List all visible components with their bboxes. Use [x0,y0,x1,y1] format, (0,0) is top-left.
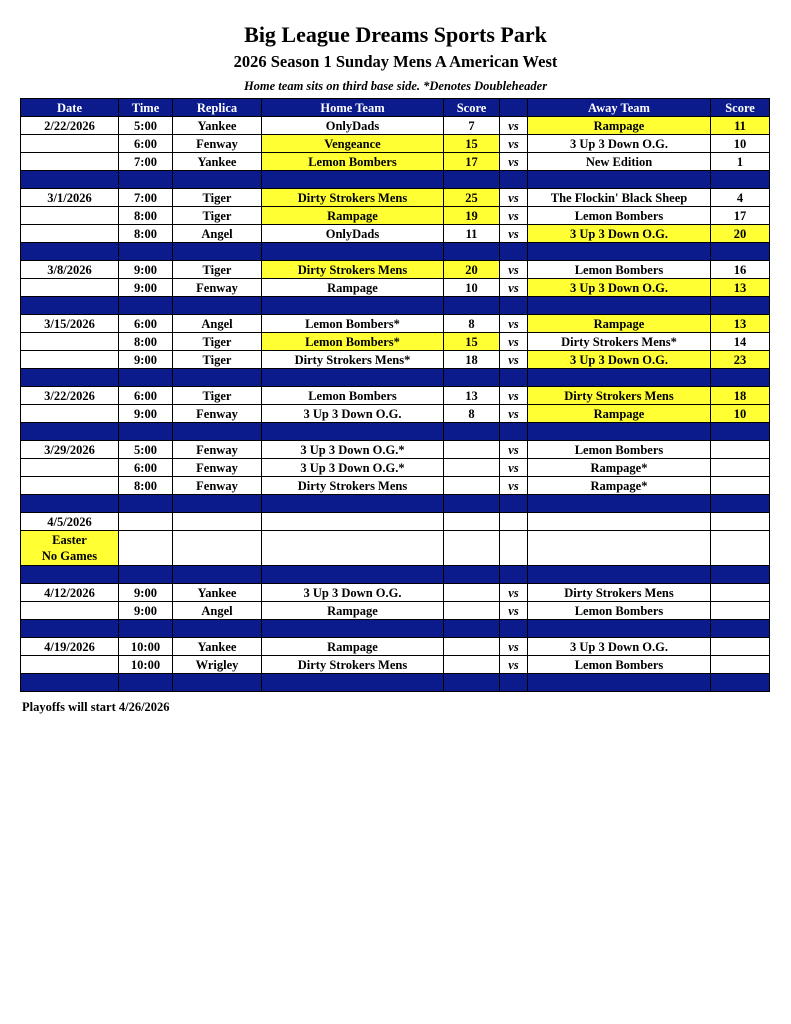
game-date [21,333,119,351]
week-separator [21,495,770,513]
separator-cell [262,297,444,315]
vs-label: vs [500,333,528,351]
week-separator [21,423,770,441]
holiday-note [21,531,119,566]
separator-cell [711,566,770,584]
game-replica: Angel [173,315,262,333]
vs-label: vs [500,315,528,333]
separator-cell [119,243,173,261]
game-date: 4/19/2026 [21,638,119,656]
game-replica: Tiger [173,261,262,279]
separator-cell [528,171,711,189]
away-team: New Edition [528,153,711,171]
away-team: 3 Up 3 Down O.G. [528,135,711,153]
home-score: 15 [444,135,500,153]
away-score [711,584,770,602]
week-separator [21,243,770,261]
game-date [21,207,119,225]
game-date [21,602,119,620]
game-time: 5:00 [119,117,173,135]
game-row [21,351,770,369]
separator-cell [173,171,262,189]
home-team: Rampage [262,279,444,297]
empty-cell [711,531,770,566]
away-team: 3 Up 3 Down O.G. [528,638,711,656]
away-team: 3 Up 3 Down O.G. [528,225,711,243]
game-date [21,459,119,477]
away-score [711,477,770,495]
home-team: Vengeance [262,135,444,153]
game-time: 6:00 [119,135,173,153]
away-score: 11 [711,117,770,135]
away-score [711,513,770,531]
home-team [262,513,444,531]
game-row [21,459,770,477]
away-team: The Flockin' Black Sheep [528,189,711,207]
col-header-away-score: Score [711,99,770,117]
separator-cell [711,495,770,513]
vs-label: vs [500,351,528,369]
game-row [21,656,770,674]
home-score: 25 [444,189,500,207]
game-replica: Tiger [173,333,262,351]
separator-cell [119,674,173,692]
game-date [21,225,119,243]
separator-cell [500,171,528,189]
away-team: Lemon Bombers [528,261,711,279]
separator-cell [444,369,500,387]
game-time: 5:00 [119,441,173,459]
game-replica: Tiger [173,351,262,369]
game-replica: Yankee [173,117,262,135]
separator-cell [500,674,528,692]
game-date: 3/15/2026 [21,315,119,333]
empty-cell [528,531,711,566]
col-header-time: Time [119,99,173,117]
separator-cell [711,369,770,387]
separator-cell [173,243,262,261]
col-header-away-team: Away Team [528,99,711,117]
game-time: 9:00 [119,405,173,423]
col-header-home-team: Home Team [262,99,444,117]
separator-cell [500,243,528,261]
home-score: 13 [444,387,500,405]
game-row [21,405,770,423]
away-score: 18 [711,387,770,405]
game-row [21,333,770,351]
away-team: 3 Up 3 Down O.G. [528,351,711,369]
game-replica: Tiger [173,189,262,207]
game-row [21,477,770,495]
schedule-subtitle: 2026 Season 1 Sunday Mens A American West [233,52,558,71]
game-date [21,351,119,369]
separator-cell [21,297,119,315]
vs-label: vs [500,135,528,153]
week-separator [21,674,770,692]
home-team: Rampage [262,207,444,225]
separator-cell [444,620,500,638]
home-score: 11 [444,225,500,243]
separator-cell [444,423,500,441]
vs-label: vs [500,459,528,477]
away-team: Rampage [528,117,711,135]
separator-cell [711,297,770,315]
separator-cell [119,566,173,584]
separator-cell [444,243,500,261]
separator-cell [119,495,173,513]
home-team: OnlyDads [262,225,444,243]
separator-cell [173,620,262,638]
away-score: 13 [711,315,770,333]
game-replica: Angel [173,602,262,620]
col-header-date: Date [21,99,119,117]
col-header-vs [500,99,528,117]
home-score: 8 [444,405,500,423]
separator-cell [173,369,262,387]
separator-cell [500,620,528,638]
away-score: 16 [711,261,770,279]
home-score: 17 [444,153,500,171]
game-time: 7:00 [119,189,173,207]
home-team: Lemon Bombers [262,387,444,405]
game-time: 8:00 [119,225,173,243]
game-time: 6:00 [119,315,173,333]
away-team: Lemon Bombers [528,602,711,620]
game-date: 3/29/2026 [21,441,119,459]
game-date: 3/1/2026 [21,189,119,207]
col-header-home-score: Score [444,99,500,117]
empty-cell [262,531,444,566]
home-team: Rampage [262,602,444,620]
game-row [21,513,770,531]
separator-cell [21,620,119,638]
home-score [444,656,500,674]
home-score: 20 [444,261,500,279]
vs-label: vs [500,441,528,459]
vs-label: vs [500,405,528,423]
game-date [21,405,119,423]
separator-cell [119,620,173,638]
game-replica: Angel [173,225,262,243]
away-team: Lemon Bombers [528,441,711,459]
home-score [444,584,500,602]
away-score [711,656,770,674]
vs-label: vs [500,261,528,279]
home-team: Lemon Bombers* [262,333,444,351]
home-score: 15 [444,333,500,351]
separator-cell [21,423,119,441]
home-score: 18 [444,351,500,369]
game-time: 10:00 [119,638,173,656]
separator-cell [21,495,119,513]
separator-cell [262,566,444,584]
week-separator [21,171,770,189]
week-separator [21,369,770,387]
game-row [21,117,770,135]
home-score: 19 [444,207,500,225]
away-score: 10 [711,135,770,153]
empty-cell [500,531,528,566]
separator-cell [528,297,711,315]
away-score: 1 [711,153,770,171]
home-score: 7 [444,117,500,135]
vs-label: vs [500,207,528,225]
game-replica [173,513,262,531]
col-header-replica: Replica [173,99,262,117]
vs-label: vs [500,279,528,297]
separator-cell [173,495,262,513]
separator-cell [119,369,173,387]
separator-cell [500,495,528,513]
separator-cell [528,566,711,584]
game-replica: Fenway [173,135,262,153]
holiday-row [21,531,770,566]
game-date: 3/22/2026 [21,387,119,405]
separator-cell [262,171,444,189]
home-score [444,459,500,477]
separator-cell [711,674,770,692]
separator-cell [500,423,528,441]
separator-cell [528,369,711,387]
vs-label: vs [500,602,528,620]
home-team: Dirty Strokers Mens [262,261,444,279]
home-score [444,602,500,620]
game-time: 9:00 [119,351,173,369]
vs-label: vs [500,638,528,656]
separator-cell [262,674,444,692]
home-team: OnlyDads [262,117,444,135]
separator-cell [528,423,711,441]
away-score [711,441,770,459]
away-score: 20 [711,225,770,243]
away-score [711,459,770,477]
game-replica: Tiger [173,207,262,225]
game-time: 9:00 [119,602,173,620]
game-time: 10:00 [119,656,173,674]
game-replica: Fenway [173,441,262,459]
week-separator [21,297,770,315]
home-team: 3 Up 3 Down O.G.* [262,441,444,459]
game-time: 6:00 [119,459,173,477]
away-score: 17 [711,207,770,225]
home-team: Lemon Bombers* [262,315,444,333]
holiday-name: Easter [52,533,87,547]
away-team: Rampage* [528,459,711,477]
separator-cell [528,495,711,513]
game-replica: Yankee [173,153,262,171]
separator-cell [262,243,444,261]
game-time: 9:00 [119,261,173,279]
away-team: Dirty Strokers Mens [528,584,711,602]
home-team: Dirty Strokers Mens [262,656,444,674]
game-row [21,315,770,333]
game-row [21,602,770,620]
game-date [21,135,119,153]
game-replica: Yankee [173,638,262,656]
game-row [21,387,770,405]
game-time: 9:00 [119,584,173,602]
separator-cell [711,620,770,638]
away-team: Dirty Strokers Mens* [528,333,711,351]
separator-cell [119,171,173,189]
home-team: 3 Up 3 Down O.G.* [262,459,444,477]
away-team: Rampage [528,315,711,333]
vs-label: vs [500,387,528,405]
empty-cell [173,531,262,566]
vs-label: vs [500,584,528,602]
game-time: 8:00 [119,207,173,225]
away-score [711,638,770,656]
game-date: 3/8/2026 [21,261,119,279]
separator-cell [119,423,173,441]
game-replica: Yankee [173,584,262,602]
table-header-row [21,99,770,117]
home-team: Lemon Bombers [262,153,444,171]
separator-cell [500,369,528,387]
page-title: Big League Dreams Sports Park [244,22,547,47]
home-score: 10 [444,279,500,297]
separator-cell [262,369,444,387]
separator-cell [444,674,500,692]
game-date [21,656,119,674]
separator-cell [711,423,770,441]
game-replica: Fenway [173,477,262,495]
playoffs-note: Playoffs will start 4/26/2026 [22,700,170,714]
game-row [21,584,770,602]
separator-cell [262,620,444,638]
vs-label: vs [500,225,528,243]
separator-cell [173,423,262,441]
game-row [21,207,770,225]
away-score: 10 [711,405,770,423]
game-row [21,441,770,459]
away-score: 13 [711,279,770,297]
away-team: Lemon Bombers [528,207,711,225]
separator-cell [444,495,500,513]
away-team: Lemon Bombers [528,656,711,674]
away-score: 23 [711,351,770,369]
game-replica: Wrigley [173,656,262,674]
separator-cell [21,566,119,584]
separator-cell [173,674,262,692]
home-team: Dirty Strokers Mens [262,189,444,207]
home-team: Rampage [262,638,444,656]
game-replica: Fenway [173,405,262,423]
game-row [21,153,770,171]
game-date [21,153,119,171]
separator-cell [528,243,711,261]
separator-cell [21,674,119,692]
game-row [21,638,770,656]
separator-cell [119,297,173,315]
game-row [21,189,770,207]
game-time [119,513,173,531]
away-score: 14 [711,333,770,351]
away-team: Rampage [528,405,711,423]
vs-label: vs [500,656,528,674]
game-date: 4/12/2026 [21,584,119,602]
home-team: 3 Up 3 Down O.G. [262,584,444,602]
home-score [444,477,500,495]
separator-cell [528,674,711,692]
separator-cell [500,566,528,584]
game-time: 7:00 [119,153,173,171]
separator-cell [500,297,528,315]
empty-cell [119,531,173,566]
separator-cell [21,369,119,387]
game-row [21,279,770,297]
separator-cell [262,495,444,513]
schedule-table [20,98,770,692]
away-score [711,602,770,620]
game-time: 9:00 [119,279,173,297]
vs-label [500,513,528,531]
game-row [21,135,770,153]
home-score [444,638,500,656]
separator-cell [711,171,770,189]
game-date: 2/22/2026 [21,117,119,135]
separator-cell [444,297,500,315]
game-time: 8:00 [119,477,173,495]
game-row [21,225,770,243]
separator-cell [173,297,262,315]
separator-cell [444,171,500,189]
vs-label: vs [500,477,528,495]
separator-cell [173,566,262,584]
away-score: 4 [711,189,770,207]
home-score [444,441,500,459]
game-date: 4/5/2026 [21,513,119,531]
separator-cell [262,423,444,441]
home-score: 8 [444,315,500,333]
separator-cell [711,243,770,261]
game-replica: Fenway [173,279,262,297]
game-date [21,477,119,495]
game-time: 6:00 [119,387,173,405]
home-score [444,513,500,531]
home-team: 3 Up 3 Down O.G. [262,405,444,423]
away-team: Dirty Strokers Mens [528,387,711,405]
vs-label: vs [500,117,528,135]
schedule-body [21,117,770,692]
separator-cell [528,620,711,638]
separator-cell [444,566,500,584]
away-team [528,513,711,531]
vs-label: vs [500,189,528,207]
home-team: Dirty Strokers Mens* [262,351,444,369]
game-replica: Fenway [173,459,262,477]
separator-cell [21,171,119,189]
away-team: 3 Up 3 Down O.G. [528,279,711,297]
game-row [21,261,770,279]
separator-cell [21,243,119,261]
vs-label: vs [500,153,528,171]
game-time: 8:00 [119,333,173,351]
away-team: Rampage* [528,477,711,495]
week-separator [21,566,770,584]
schedule-note: Home team sits on third base side. *Denotes Doubleheader [243,79,548,93]
game-date [21,279,119,297]
holiday-status: No Games [41,549,98,563]
home-team: Dirty Strokers Mens [262,477,444,495]
game-replica: Tiger [173,387,262,405]
empty-cell [444,531,500,566]
week-separator [21,620,770,638]
